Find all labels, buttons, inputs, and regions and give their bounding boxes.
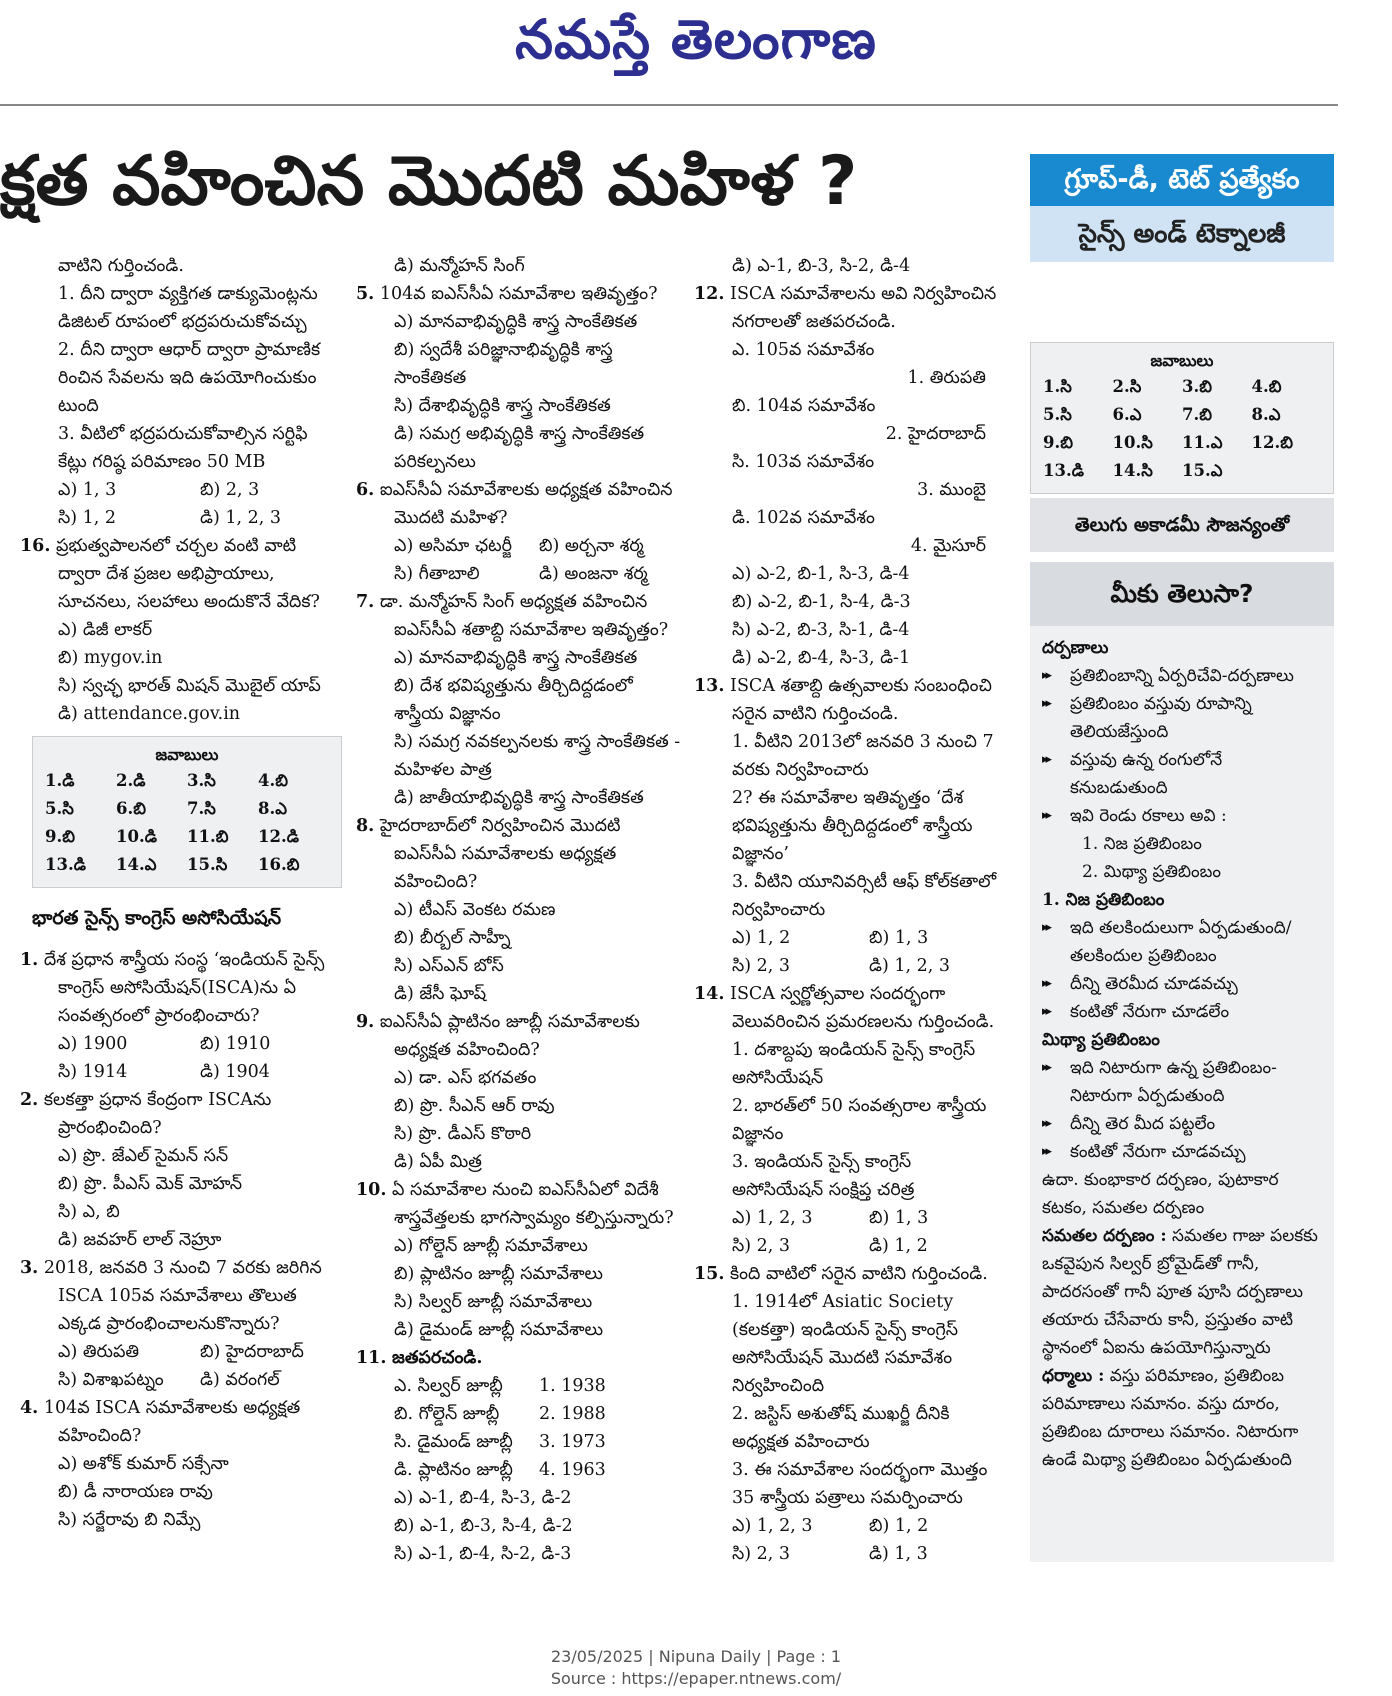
subheading: 1. నిజ ప్రతిబింబం	[1042, 890, 1165, 910]
question-text: హైదరాబాద్‌లో నిర్వహించిన మొదటి ఐఎస్‌సీఏ సమావేశాలకు అధ్యక్షత వహించింది?	[379, 816, 621, 892]
question-9	[356, 1008, 684, 1064]
masthead-divider	[0, 104, 1338, 106]
option: బి) ఎ-2, బి-1, సి-4, డి-3	[732, 592, 911, 612]
badge-line1: గ్రూప్-డీ, టెట్ ప్రత్యేకం	[1030, 154, 1334, 206]
option-row	[694, 1204, 1006, 1232]
statement: 1. దశాబ్దపు ఇండియన్ సైన్స్ కాంగ్రెస్ అసోసియేషన్	[732, 1040, 976, 1088]
option: డి) జేసీ ఘోష్	[394, 984, 487, 1004]
option: డి) ఏపీ మిత్ర	[394, 1152, 482, 1172]
type-item: 2. మిథ్యా ప్రతిబింబం	[1082, 862, 1221, 882]
match-row	[356, 1456, 684, 1484]
match-right: 1. 1938	[539, 1376, 606, 1396]
match-row	[356, 1428, 684, 1456]
text-line: 1. దీని ద్వారా వ్యక్తిగత డాక్యుమెంట్లను	[58, 284, 318, 304]
option: సి) సిల్వర్ జూబ్లీ సమావేశాలు	[394, 1292, 593, 1312]
answer: 14.ఎ	[116, 855, 157, 874]
question-8	[356, 812, 684, 896]
match-left: ఎ. 105వ సమావేశం	[732, 340, 875, 360]
match-row	[356, 1372, 684, 1400]
question-text: డా. మన్మోహన్ సింగ్ అధ్యక్షత వహించిన ఐఎస్‌సీఏ శతాబ్ది సమావేశాల ఇతివృత్తం?	[379, 592, 669, 640]
question-text: జతపరచండి.	[392, 1348, 483, 1368]
match-right: 4. మైసూర్	[910, 536, 986, 556]
match-right: 1. తిరుపతి	[907, 368, 986, 388]
option: బి) ఎ-1, బి-3, సి-4, డి-2	[394, 1516, 573, 1536]
option: ఎ) 1, 2	[732, 928, 791, 948]
answer: 15.సి	[187, 855, 228, 874]
text-line: 3. వీటిలో భద్రపరుచుకోవాల్సిన సర్టిఫి	[58, 424, 308, 444]
answer: 13.డి	[1043, 461, 1084, 480]
option: బి) బీర్బల్ సాహ్నీ	[394, 928, 511, 948]
question-text: 104వ ఐఎస్‌సీఏ సమావేశాల ఇతివృత్తం?	[379, 284, 658, 304]
question-number: 5.	[356, 284, 375, 304]
subheading: మిథ్యా ప్రతిబింబం	[1042, 1030, 1160, 1050]
statement: 2. భారత్‌లో 50 సంవత్సరాల శాస్త్రీయ విజ్ఞానం	[732, 1096, 987, 1144]
option: సి) విశాఖపట్నం	[58, 1370, 164, 1390]
question-number: 12.	[694, 284, 725, 304]
question-14	[694, 980, 1006, 1036]
bullet: ▸▸ కంటితో నేరుగా చూడవచ్చు	[1042, 1138, 1320, 1166]
option: ఎ) గోల్డెన్ జూబ్లీ సమావేశాలు	[394, 1236, 588, 1256]
question-4	[20, 1394, 342, 1450]
option: సి) ప్రొ. డీఎస్ కొఠారి	[394, 1124, 532, 1144]
section-badge	[1030, 154, 1334, 262]
plane-mirror-text: సమతల గాజు పలకకు ఒకవైపున సిల్వర్ బ్రోమైడ్‌తో గానీ, పాదరసంతో గానీ పూత పూసి దర్పణాలు తయారు చేసేవారు కానీ, ప్రస్తుతం వాటి స్థానంలో ఏఐను ఉపయోగిస్తున్నారు	[1042, 1226, 1318, 1358]
bullet: ▸▸ ప్రతిబింబాన్ని ఏర్పరిచేవి-దర్పణాలు	[1042, 662, 1320, 690]
option: బి) 1, 2	[869, 1516, 929, 1536]
masthead	[0, 0, 1392, 100]
question-number: 11.	[356, 1348, 387, 1368]
option: డి) attendance.gov.in	[58, 704, 241, 724]
statement: 3. వీటిని యూనివర్సిటీ ఆఫ్ కోల్‌కతాలో నిర్వహించారు	[732, 872, 997, 920]
answers-grid	[45, 767, 329, 879]
question-6	[356, 476, 684, 532]
answers-grid	[1043, 373, 1321, 485]
question-3	[20, 1254, 342, 1338]
option: డి) డైమండ్ జూబ్లీ సమావేశాలు	[394, 1320, 603, 1340]
badge-line2: సైన్స్ అండ్ టెక్నాలజీ	[1030, 206, 1334, 262]
answer: 3.సి	[187, 771, 216, 790]
option-row	[694, 924, 1006, 952]
match-left: డి. 102వ సమావేశం	[732, 508, 875, 528]
statement: 3. ఇండియన్ సైన్స్ కాంగ్రెస్ అసోసియేషన్ సంక్షిప్త చరిత్ర	[732, 1152, 915, 1200]
bullet: ▸▸ కంటితో నేరుగా చూడలేం	[1042, 998, 1320, 1026]
match-left: ఎ. సిల్వర్ జూబ్లీ	[394, 1376, 503, 1396]
question-number: 13.	[694, 676, 725, 696]
answer: 1.సి	[1043, 377, 1072, 396]
option: ఎ) మానవాభివృద్ధికి శాస్త్ర సాంకేతికత	[394, 312, 638, 332]
option: సి) ఎ-2, బి-3, సి-1, డి-4	[732, 620, 910, 640]
properties-text: వస్తు పరిమాణం, ప్రతిబింబ పరిమాణాలు సమానం. వస్తు దూరం, ప్రతిబింబ దూరాలు సమానం. నిటారుగా ఉండే మిథ్యా ప్రతిబింబం ఏర్పడుతుంది	[1042, 1366, 1299, 1470]
answer: 6.ఎ	[1112, 405, 1142, 424]
bullet: ▸▸ వస్తువు ఉన్న రంగులోనే కనుబడుతుంది	[1042, 746, 1320, 802]
match-left: బి. 104వ సమావేశం	[732, 396, 876, 416]
text-line: 2. దీని ద్వారా ఆధార్ ద్వారా ప్రామాణిక	[58, 340, 321, 360]
option: ఎ) ప్రొ. జేఎల్ సైమన్ సన్	[58, 1146, 229, 1166]
match-left: బి. గోల్డెన్ జూబ్లీ	[394, 1404, 500, 1424]
courtesy-banner: తెలుగు అకాడమీ సౌజన్యంతో	[1030, 498, 1334, 552]
type-item: 1. నిజ ప్రతిబింబం	[1082, 834, 1202, 854]
did-you-know-title: మీకు తెలుసా?	[1030, 562, 1334, 626]
statement: 1. 1914లో Asiatic Society (కలకత్తా) ఇండియన్ సైన్స్ కాంగ్రెస్ అసోసియేషన్ మొదటి సమావేశం నిర్వహించింది	[732, 1292, 958, 1396]
option-row	[20, 1058, 342, 1086]
sidebar-answers-box	[1030, 342, 1334, 494]
statement: 1. వీటిని 2013లో జనవరి 3 నుంచి 7 వరకు నిర్వహించారు	[732, 732, 994, 780]
match-right: 3. 1973	[539, 1432, 606, 1452]
question-number: 9.	[356, 1012, 375, 1032]
question-number: 10.	[356, 1180, 387, 1200]
option: డి) వరంగల్	[200, 1370, 280, 1390]
option-row	[694, 1540, 1006, 1568]
answers-title: జవాబులు	[1150, 351, 1214, 370]
option: సి) 2, 3	[732, 1544, 791, 1564]
answer: 7.బి	[1182, 405, 1212, 424]
option: ఎ) డా. ఎస్ భగవతం	[394, 1068, 537, 1088]
option: ఎ) అశోక్ కుమార్ సక్సేనా	[58, 1454, 229, 1474]
answer: 8.ఎ	[258, 799, 287, 818]
option: బి) దేశ భవిష్యత్తును తీర్చిదిద్దడంలో శాస్త్రీయ విజ్ఞానం	[394, 676, 633, 724]
option: డి) మన్మోహన్ సింగ్	[394, 256, 525, 276]
text-line: టుంది	[58, 396, 99, 416]
match-right: 2. హైదరాబాద్	[885, 424, 986, 444]
option: డి) జవహర్ లాల్ నెహ్రూ	[58, 1230, 222, 1250]
answer: 1.డి	[45, 771, 75, 790]
question-text: కలకత్తా ప్రధాన కేంద్రంగా ISCAను ప్రారంభించింది?	[43, 1090, 272, 1138]
option: సి) ఎస్ఎన్ బోస్	[394, 956, 504, 976]
option: సి) సర్జేరావు బి నిమ్సే	[58, 1510, 201, 1530]
answer: 10.సి	[1112, 433, 1153, 452]
plane-mirror-para	[1042, 1222, 1320, 1362]
subheading: దర్పణాలు	[1042, 638, 1109, 658]
option: సి) 1, 2	[58, 508, 117, 528]
answer: 4.బి	[258, 771, 288, 790]
bullet: ▸▸ ఇది నిటారుగా ఉన్న ప్రతిబింబం- నిటారుగా ఏర్పడుతుంది	[1042, 1054, 1320, 1110]
question-text: ISCA సమావేశాలను అవి నిర్వహించిన నగరాలతో జతపరచండి.	[730, 284, 997, 332]
option-row	[356, 560, 684, 588]
question-text: కింది వాటిలో సరైన వాటిని గుర్తించండి.	[730, 1264, 988, 1284]
column-1	[20, 252, 342, 1534]
question-5	[356, 280, 684, 308]
question-10	[356, 1176, 684, 1232]
question-number: 16.	[20, 536, 51, 556]
sidebar	[1030, 342, 1334, 492]
question-text: ఐఎస్‌సీఏ సమావేశాలకు అధ్యక్షత వహించిన మొదటి మహిళ?	[379, 480, 673, 528]
question-number: 1.	[20, 950, 39, 970]
question-11	[356, 1344, 684, 1372]
answer: 4.బి	[1251, 377, 1282, 396]
answer: 15.ఎ	[1182, 461, 1223, 480]
statement: 2. జస్టిస్ అశుతోష్ ముఖర్జీ దీనికి అధ్యక్షత వహించారు	[732, 1404, 950, 1452]
did-you-know-body	[1030, 626, 1334, 1474]
option: సి) 1914	[58, 1062, 128, 1082]
option-row	[694, 1232, 1006, 1260]
option: డి) 1, 2	[869, 1236, 928, 1256]
match-left: సి. 103వ సమావేశం	[732, 452, 875, 472]
option: డి) 1, 3	[869, 1544, 928, 1564]
question-number: 4.	[20, 1398, 39, 1418]
option: ఎ) మానవాభివృద్ధికి శాస్త్ర సాంకేతికత	[394, 648, 638, 668]
answers-box	[32, 736, 342, 888]
option: డి) ఎ-1, బి-3, సి-2, డి-4	[732, 256, 911, 276]
question-text: ప్రభుత్వపాలనలో చర్చల వంటి వాటి ద్వారా దేశ ప్రజల అభిప్రాయాలు, సూచనలు, సలహాలు అందుకొనే వేదిక?	[56, 536, 320, 612]
option: బి) డీ నారాయణ రావు	[58, 1482, 213, 1502]
option: సి) గీతాబాలి	[394, 564, 480, 584]
plane-mirror-heading: సమతల దర్పణం :	[1042, 1226, 1167, 1246]
text-line: వాటిని గుర్తించండి.	[58, 256, 184, 276]
option: బి) 1, 3	[869, 1208, 929, 1228]
question-text: ISCA స్వర్ణోత్సవాల సందర్భంగా వెలువరించిన ప్రమరణలను గుర్తించండి.	[730, 984, 995, 1032]
option-row	[20, 504, 342, 532]
answer: 6.బి	[116, 799, 146, 818]
question-text: 104వ ISCA సమావేశాలకు అధ్యక్షత వహించింది?	[43, 1398, 301, 1446]
properties-heading: ధర్మాలు :	[1042, 1366, 1105, 1386]
option: డి) అంజనా శర్మ	[539, 564, 648, 584]
question-1	[20, 946, 342, 1030]
option-row	[20, 1366, 342, 1394]
answer: 2.సి	[1112, 377, 1142, 396]
option: సి) 2, 3	[732, 1236, 791, 1256]
option: ఎ) 1, 2, 3	[732, 1208, 813, 1228]
answer: 12.బి	[1251, 433, 1293, 452]
question-text: ISCA శతాబ్ది ఉత్సవాలకు సంబంధించి సరైన వాటిని గుర్తించండి.	[730, 676, 992, 724]
option: ఎ) 1900	[58, 1034, 128, 1054]
option: ఎ) ఎ-2, బి-1, సి-3, డి-4	[732, 564, 910, 584]
answer: 7.సి	[187, 799, 216, 818]
answer: 5.సి	[45, 799, 74, 818]
newspaper-logo: నమస్తే తెలంగాణ	[515, 8, 877, 71]
option: బి) ప్లాటినం జూబ్లీ సమావేశాలు	[394, 1264, 603, 1284]
answer: 2.డి	[116, 771, 146, 790]
answer: 8.ఎ	[1251, 405, 1281, 424]
bullet: ▸▸ దీన్ని తెర మీద పట్టలేం	[1042, 1110, 1320, 1138]
question-text: 2018, జనవరి 3 నుంచి 7 వరకు జరిగిన ISCA 105వ సమావేశాలు తొలుత ఎక్కడ ప్రారంభించాలనుకొన్నారు?	[43, 1258, 322, 1334]
option: బి) 1910	[200, 1034, 271, 1054]
answer: 11.ఎ	[1182, 433, 1223, 452]
answer: 9.బి	[45, 827, 75, 846]
bullet: ▸▸ ప్రతిబింబం వస్తువు రూపాన్ని తెలియజేస్తుంది	[1042, 690, 1320, 746]
headline: క్షత వహించిన మొదటి మహిళ ?	[0, 142, 858, 221]
question-number: 3.	[20, 1258, 39, 1278]
question-7	[356, 588, 684, 644]
bullet: ▸▸ దీన్ని తెరమీద చూడవచ్చు	[1042, 970, 1320, 998]
properties-para	[1042, 1362, 1320, 1474]
example-text: ఉదా. కుంభాకార దర్పణం, పుటాకార కటకం, సమతల దర్పణం	[1042, 1170, 1279, 1218]
option: సి) దేశాభివృద్ధికి శాస్త్ర సాంకేతికత	[394, 396, 611, 416]
option: సి) 2, 3	[732, 956, 791, 976]
statement: 3. ఈ సమావేశాల సందర్భంగా మొత్తం 35 శాస్త్రీయ పత్రాలు సమర్పించారు	[732, 1460, 988, 1508]
option: ఎ) టీఎస్ వెంకట రమణ	[394, 900, 556, 920]
option: బి) 1, 3	[869, 928, 929, 948]
answers-title: జవాబులు	[155, 745, 219, 764]
question-number: 6.	[356, 480, 375, 500]
option: బి) mygov.in	[58, 648, 163, 668]
bullet: ▸▸ ఇది తలకిందులుగా ఏర్పడుతుంది/ తలకిందుల ప్రతిబింబం	[1042, 914, 1320, 970]
answer: 16.బి	[258, 855, 300, 874]
option: డి) 1904	[200, 1062, 270, 1082]
option: బి) ప్రొ. సీఎన్ ఆర్ రావు	[394, 1096, 555, 1116]
answer: 11.బి	[187, 827, 229, 846]
option-row	[20, 1030, 342, 1058]
match-left: సి. డైమండ్ జూబ్లీ	[394, 1432, 513, 1452]
question-15	[694, 1260, 1006, 1288]
text-line: రించిన సేవలను ఇది ఉపయోగించుకుం	[58, 368, 317, 388]
match-row	[356, 1400, 684, 1428]
option-row	[694, 1512, 1006, 1540]
answer: 14.సి	[1112, 461, 1153, 480]
option: సి) సమగ్ర నవకల్పనలకు శాస్త్ర సాంకేతికత - మహిళల పాత్ర	[394, 732, 681, 780]
statement: 2? ఈ సమావేశాల ఇతివృత్తం ‘దేశ భవిష్యత్తును తీర్చిదిద్దడంలో శాస్త్రీయ విజ్ఞానం’	[732, 788, 973, 864]
question-13	[694, 672, 1006, 728]
question-text: దేశ ప్రధాన శాస్త్రీయ సంస్థ ‘ఇండియన్ సైన్స్ కాంగ్రెస్ అసోసియేషన్(ISCA)ను ఏ సంవత్సరంలో ప్రారంభించారు?	[43, 950, 325, 1026]
bullet: ▸▸ ఇవి రెండు రకాలు అవి :	[1042, 802, 1320, 830]
option: ఎ) డిజీ లాకర్	[58, 620, 153, 640]
question-number: 8.	[356, 816, 375, 836]
match-left: డి. ప్లాటినం జూబ్లీ	[394, 1460, 513, 1480]
question-2	[20, 1086, 342, 1142]
question-12	[694, 280, 1006, 336]
footer-date-line: 23/05/2025 | Nipuna Daily | Page : 1	[550, 1647, 842, 1666]
did-you-know-box	[1030, 562, 1334, 1562]
match-right: 2. 1988	[539, 1404, 606, 1424]
answer: 10.డి	[116, 827, 157, 846]
option-row	[20, 476, 342, 504]
answer: 5.సి	[1043, 405, 1072, 424]
column-3	[694, 252, 1006, 1568]
footer	[0, 1646, 1392, 1690]
option: సి) ఎ, బి	[58, 1202, 120, 1222]
option: డి) 1, 2, 3	[869, 956, 950, 976]
section-title: భారత సైన్స్ కాంగ్రెస్ అసోసియేషన్	[32, 907, 282, 929]
answer: 13.డి	[45, 855, 86, 874]
text-line: కేట్లు గరిష్ఠ పరిమాణం 50 MB	[58, 452, 266, 472]
option-row	[356, 532, 684, 560]
option: డి) ఎ-2, బి-4, సి-3, డి-1	[732, 648, 911, 668]
option: బి) ప్రొ. పీఎస్ మెక్ మోహన్	[58, 1174, 243, 1194]
option-row	[20, 1338, 342, 1366]
text-line: డిజిటల్ రూపంలో భద్రపరుచుకోవచ్చు	[58, 312, 307, 332]
option: డి) 1, 2, 3	[200, 508, 281, 528]
option-row	[694, 952, 1006, 980]
answer: 9.బి	[1043, 433, 1073, 452]
answer: 12.డి	[258, 827, 299, 846]
option: బి) హైదరాబాద్	[200, 1342, 304, 1362]
option: ఎ) తిరుపతి	[58, 1342, 140, 1362]
option: ఎ) ఎ-1, బి-4, సి-3, డి-2	[394, 1488, 572, 1508]
match-right: 4. 1963	[539, 1460, 606, 1480]
question-number: 15.	[694, 1264, 725, 1284]
match-right: 3. ముంబై	[917, 480, 986, 500]
option: డి) జాతీయాభివృద్ధికి శాస్త్ర సాంకేతికత	[394, 788, 644, 808]
question-number: 2.	[20, 1090, 39, 1110]
option: సి) స్వచ్ఛ భారత్ మిషన్ మొబైల్ యాప్	[58, 676, 321, 696]
option: బి) స్వదేశీ పరిజ్ఞానాభివృద్ధికి శాస్త్ర సాంకేతికత	[394, 340, 613, 388]
option: ఎ) 1, 2, 3	[732, 1516, 813, 1536]
answer: 3.బి	[1182, 377, 1212, 396]
question-text: ఐఎస్‌సీఏ ప్లాటినం జూబ్లీ సమావేశాలకు అధ్యక్షత వహించింది?	[379, 1012, 640, 1060]
option: ఎ) 1, 3	[58, 480, 117, 500]
footer-source-line: Source : https://epaper.ntnews.com/	[550, 1669, 842, 1688]
question-number: 14.	[694, 984, 725, 1004]
option: ఎ) అసిమా ఛటర్జీ	[394, 536, 512, 556]
option: డి) సమగ్ర అభివృద్ధికి శాస్త్ర సాంకేతికత పరికల్పనలు	[394, 424, 645, 472]
question-number: 7.	[356, 592, 375, 612]
option: సి) ఎ-1, బి-4, సి-2, డి-3	[394, 1544, 572, 1564]
column-2	[356, 252, 684, 1568]
option: బి) 2, 3	[200, 480, 260, 500]
question-16	[20, 532, 342, 616]
question-text: ఏ సమావేశాల నుంచి ఐఎస్‌సీఏలో విదేశీ శాస్త్రవేత్తలకు భాగస్వామ్యం కల్పిస్తున్నారు?	[392, 1180, 674, 1228]
option: బి) అర్చనా శర్మ	[539, 536, 644, 556]
